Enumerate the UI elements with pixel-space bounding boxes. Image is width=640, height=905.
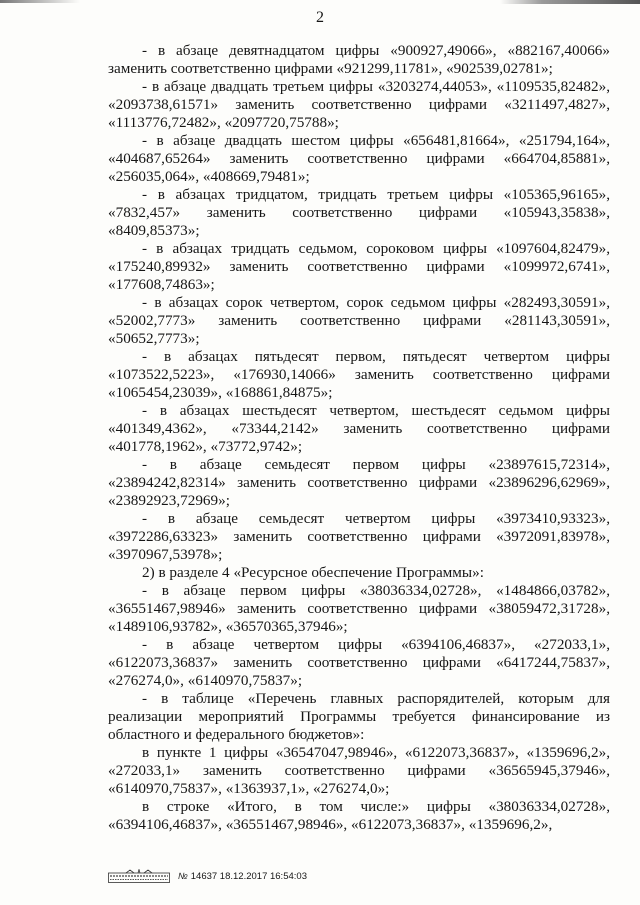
- paragraph-10: - в абзаце семьдесят четвертом цифры «3973410,93323», «3972286,63323» заменить соответственно цифрами «3972091,83978», «3970967,53978»;: [108, 510, 610, 563]
- paragraph-6: - в абзацах сорок четвертом, сорок седьмом цифры «282493,30591», «52002,7773» заменить соответственно цифрами «281143,30591», «50652,7773»;: [108, 294, 610, 347]
- document-footer: [108, 868, 307, 884]
- paragraph-3: - в абзаце двадцать шестом цифры «656481,81664», «251794,164», «404687,65264» заменить соответственно цифрами «664704,85881», «256035,064», «408669,79481»;: [108, 132, 610, 185]
- scan-artifact-top-left: [0, 0, 80, 3]
- paragraph-8: - в абзацах шестьдесят четвертом, шестьдесят седьмом цифры «401349,4362», «73344,2142» заменить соответственно цифрами «401778,1962», «73772,9742»;: [108, 402, 610, 455]
- document-body: [108, 42, 610, 834]
- paragraph-12: - в абзаце первом цифры «38036334,02728», «1484866,03782», «36551467,98946» заменить соответственно цифрами «38059472,31728», «1489106,93782», «36570365,37946»;: [108, 582, 610, 635]
- paragraph-14: - в таблице «Перечень главных распорядителей, которым для реализации мероприятий Программы требуется финансирование из областного и федерального бюджетов»:: [108, 690, 610, 743]
- paragraph-2: - в абзаце двадцать третьем цифры «3203274,44053», «1109535,82482», «2093738,61571» заменить соответственно цифрами «3211497,4827», «1113776,72482», «2097720,75788»;: [108, 78, 610, 131]
- page-number: 2: [316, 9, 324, 26]
- paragraph-13: - в абзаце четвертом цифры «6394106,46837», «272033,1», «6122073,36837» заменить соответственно цифрами «6417244,75837», «276274,0», «6140970,75837»;: [108, 636, 610, 689]
- footer-registration: 14637 18.12.2017 16:54:03: [190, 870, 307, 882]
- paragraph-5: - в абзацах тридцать седьмом, сороковом цифры «1097604,82479», «175240,89932» заменить соответственно цифрами «1099972,6741», «177608,74863»;: [108, 240, 610, 293]
- scan-artifact-top-right: [500, 0, 640, 4]
- paragraph-7: - в абзацах пятьдесят первом, пятьдесят четвертом цифры «1073522,5223», «176930,14066» заменить соответственно цифрами «1065454,23039», «168861,84875»;: [108, 348, 610, 401]
- paragraph-15: в пункте 1 цифры «36547047,98946», «6122073,36837», «1359696,2», «272033,1» заменить соответственно цифрами «36565945,37946», «6140970,75837», «1363937,1», «276274,0»;: [108, 744, 610, 797]
- footer-number-sign: №: [178, 871, 188, 881]
- paragraph-9: - в абзаце семьдесят первом цифры «23897615,72314», «23894242,82314» заменить соответственно цифрами «23896296,62969», «23892923,72969»;: [108, 456, 610, 509]
- paragraph-11: 2) в разделе 4 «Ресурсное обеспечение Программы»:: [142, 564, 484, 581]
- paragraph-4: - в абзацах тридцатом, тридцать третьем цифры «105365,96165», «7832,457» заменить соответственно цифрами «105943,35838», «8409,85373»;: [108, 186, 610, 239]
- paragraph-1: - в абзаце девятнадцатом цифры «900927,49066», «882167,40066» заменить соответственно цифрами «921299,11781», «902539,02781»;: [108, 42, 610, 77]
- registry-stamp-icon: [108, 869, 170, 883]
- paragraph-16: в строке «Итого, в том числе:» цифры «38036334,02728», «6394106,46837», «36551467,98946», «6122073,36837», «1359696,2»,: [108, 798, 610, 833]
